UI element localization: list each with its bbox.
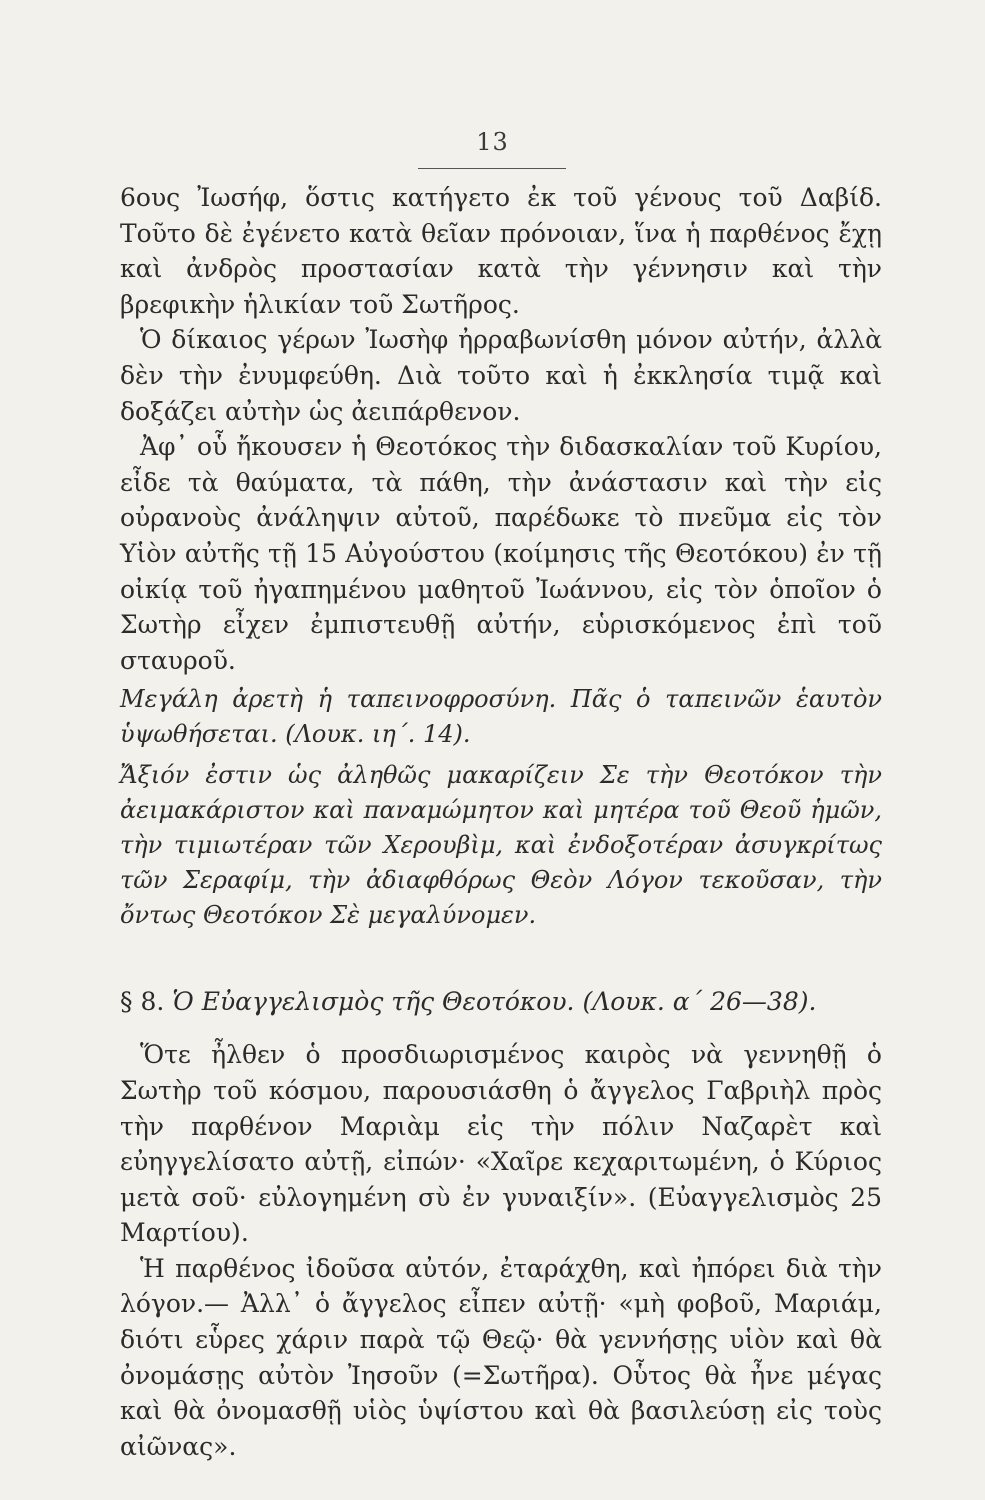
paragraph-annunciation: Ὅτε ἦλθεν ὁ προσδιωρισμένος καιρὸς νὰ γεννηθῇ ὁ Σωτὴρ τοῦ κόσμου, παρουσιάσθη ὁ ἄγγελος Γαβριὴλ πρὸς τὴν παρθένον Μαριὰμ εἰς τὴν πόλιν Ναζαρὲτ καὶ εὐηγγελίσατο αὐτῇ, εἰπών· «Χαῖρε κεχαριτωμένη, ὁ Κύριος μετὰ σοῦ· εὐλογημένη σὺ ἐν γυναιξίν». (Εὐαγγελισμὸς 25 Μαρτίου). [120,1040,882,1248]
section-title: Ὁ Εὐαγγελισμὸς τῆς Θεοτόκου. [172,987,575,1017]
paragraph-angel-speech: Ἡ παρθένος ἰδοῦσα αὐτόν, ἐταράχθη, καὶ ἠπόρει διὰ τὴν λόγον.— Ἀλλ᾽ ὁ ἄγγελος εἶπεν αὐτῇ· «μὴ φοβοῦ, Μαριάμ, διότι εὗρες χάριν παρὰ τῷ Θεῷ· θὰ γεννήσῃς υἱὸν καὶ θὰ ὀνομάσῃς αὐτὸν Ἰησοῦν (=Σωτῆρα). Οὗτος θὰ ἦνε μέγας καὶ θὰ ὀνομασθῇ υἱὸς ὑψίστου καὶ θὰ βασιλεύσῃ εἰς τοὺς αἰῶνας». [120,1253,882,1461]
header-rule [418,168,566,169]
paragraph-betrothal: Ὁ δίκαιος γέρων Ἰωσὴφ ἠρραβωνίσθη μόνον αὐτήν, ἀλλὰ δὲν τὴν ἐνυμφεύθη. Διὰ τοῦτο καὶ ἡ ἐκκλησία τιμᾷ καὶ δοξάζει αὐτὴν ὡς ἀειπάρθενον. [120,325,882,426]
text-body [120,180,882,1464]
section-number: § 8. [120,987,165,1017]
paragraph-dormition: Ἀφ᾽ οὗ ἤκουσεν ἡ Θεοτόκος τὴν διδασκαλίαν τοῦ Κυρίου, εἶδε τὰ θαύματα, τὰ πάθη, τὴν ἀνάστασιν καὶ τὴν εἰς οὐρανοὺς ἀνάληψιν αὐτοῦ, παρέδωκε τὸ πνεῦμα εἰς τὸν Υἱὸν αὐτῆς τῇ 15 Αὐγούστου (κοίμησις τῆς Θεοτόκου) ἐν τῇ οἰκίᾳ τοῦ ἠγαπημένου μαθητοῦ Ἰωάννου, εἰς τὸν ὁποῖον ὁ Σωτὴρ εἶχεν ἐμπιστευθῇ αὐτήν, εὑρισκόμενος ἐπὶ τοῦ σταυροῦ. [120,432,882,675]
page-number: 13 [476,128,509,156]
maxim-humility: Μεγάλη ἀρετὴ ἡ ταπεινοφροσύνη. Πᾶς ὁ ταπεινῶν ἑαυτὸν ὑψωθήσεται. (Λουκ. ιη΄. 14). [120,685,882,749]
section-heading [120,985,882,1019]
paragraph-joseph-lineage: 6ους Ἰωσήφ, ὅστις κατήγετο ἐκ τοῦ γένους τοῦ Δαβίδ. Τοῦτο δὲ ἐγένετο κατὰ θεῖαν πρόνοιαν, ἵνα ἡ παρθένος ἔχῃ καὶ ἀνδρὸς προστασίαν κατὰ τὴν γέννησιν καὶ τὴν βρεφικὴν ἡλικίαν τοῦ Σωτῆρος. [120,183,882,319]
hymn-axion-estin: Ἄξιόν ἐστιν ὡς ἀληθῶς μακαρίζειν Σε τὴν Θεοτόκον τὴν ἀειμακάριστον καὶ παναμώμητον καὶ μητέρα τοῦ Θεοῦ ἡμῶν, τὴν τιμιωτέραν τῶν Χερουβὶμ, καὶ ἐνδοξοτέραν ἀσυγκρίτως τῶν Σεραφίμ, τὴν ἀδιαφθόρως Θεὸν Λόγον τεκοῦσαν, τὴν ὄντως Θεοτόκον Σὲ μεγαλύνομεν. [120,761,882,930]
annunciation-text [120,1037,882,1464]
section-reference: (Λουκ. α΄ 26—38). [582,987,817,1017]
